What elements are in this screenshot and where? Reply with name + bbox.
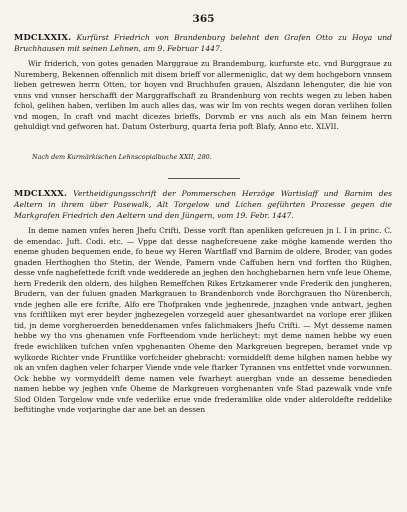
section-divider [168, 178, 240, 179]
document-body [14, 59, 392, 133]
document-paragraph: Wir friderich, von gotes genaden Marggraue zu Brandemburg, kurfurste etc. vnd Burggraue zu Nuremberg, Bekennen offennlich mit disem brieff vor allermeniglic, dat wy dem hochgeborn vnnsem lieben getrewen herrn Otten, tor hoyen vnd Bruchhufen grauen, Alszdann lehenguter, die hie von vnns vnd vnnser herschafft der Marggraffschaft zu Brandenburg von rechts wegen zu leben haben fchol, gelihen haben, verliben Im auch alles das, was wir Im von rechts wegen doran verlihen follen vnd mogen, In craft vnd macht dicezes brieffs, Dorvmb er vns auch als ein Man feinem herrn gehuldigt vnd gefworen hat. Datum Osterburg, quarta feria poft Blafy, Anno etc. XLVII. [14, 59, 392, 132]
document-number: MDCLXXIX. [14, 32, 72, 42]
document-body [14, 226, 392, 416]
document-title: Vertheidigungsschrift der Pommerschen Herzöge Wartislaff und Barnim des Aeltern in ihrem über Pasewalk, Alt Torgelow und Lichen geführten Prozesse gegen die Markgrafen Friedrich den Aeltern und den Jüngern, vom 19. Febr. 1447. [14, 189, 392, 220]
document-number: MDCLXXX. [14, 188, 68, 198]
page-number: 365 [192, 13, 215, 25]
document-paragraph: In deme namen vnfes heren Jhefu Crifti, Desse vorft ftan apenliken gefcreuen jn l. I in princ. C. de emendac. Juft. Codi. etc. — Vppe dat desse naghefcreuene zake möghe kamende werden tho eneme ghuden bequemen ende, fo heue wy Heren Wartflaff vnd Barnim de oldere, Broder, van godes gnaden Herthoghen tho Stetin, der Wende, Pamern vnde Caffuben hern vnd forften tho Rüghen, desse vnfe naghefettede fcrift vnde wedderede an jeghen den hochghebarnen hern vnfe leue Oheme, hern Frederik den oldern, des hilghen Remeffchen Rikes Ertzkamerer vnde Frederik den jungheren, Brudern, van der fuluen gnaden Markgrauen to Brandenborch vnde Borchgrauen tho Nürenberch, vnde jeghen alle ere fcrifte, Alfo ere Thofpraken vnde jeghenrede, jnzaghen vnde antwart, jeghen vns fcriftliken myt erer beyder jnghezegelen vorzegeld auer ghesantwardet na vorlope erer jfliken tid, jn deme vorgheroerden beneddenamen vnfes falichmakers Jhefu Crifti. — Myt desseme namen hebbe wy tho vns ghenamen vnfe Forfteendom vnde herlicheyt: myt deme namen hebbe wy euen frede ewichliken tufchen vnfen vpghenanten Oheme den Markgreuen begrepen, beramet vnde vp wylkorde Richter vnde Fruntlike vorfcheider ghebracht: vormiddelft deme hilghen namen hebbe wy ok an vnfen daghen veler fcharper Viende vnde vele ftarker Tyrannen vns entfettet vnde vorwunnen. Ock hebbe wy vormyddelft deme namen vele fwarheyt auerghan vnde an desseme benedieden namen hebbe wy jeghen vnfe Oheme de Markgreuen vorghenanten vnfe Stad pazewalk vnde vnfe Slod Olden Torgelow vnde vnfe vederlike erue vnde frederamlike olde vnder alderoldefte reddelike beftitinghe vnde vorjaringhe dar ane bet an dessen [14, 226, 392, 415]
source-citation: Nach dem Kurmärkischen Lehnscopialbuche XXII, 280. [32, 153, 212, 161]
document-heading [14, 188, 392, 221]
document-heading [14, 32, 392, 54]
document-title: Kurfürst Friedrich von Brandenburg belehnt den Grafen Otto zu Hoya und Bruchhausen mit seinen Lehnen, am 9. Februar 1447. [14, 33, 392, 53]
